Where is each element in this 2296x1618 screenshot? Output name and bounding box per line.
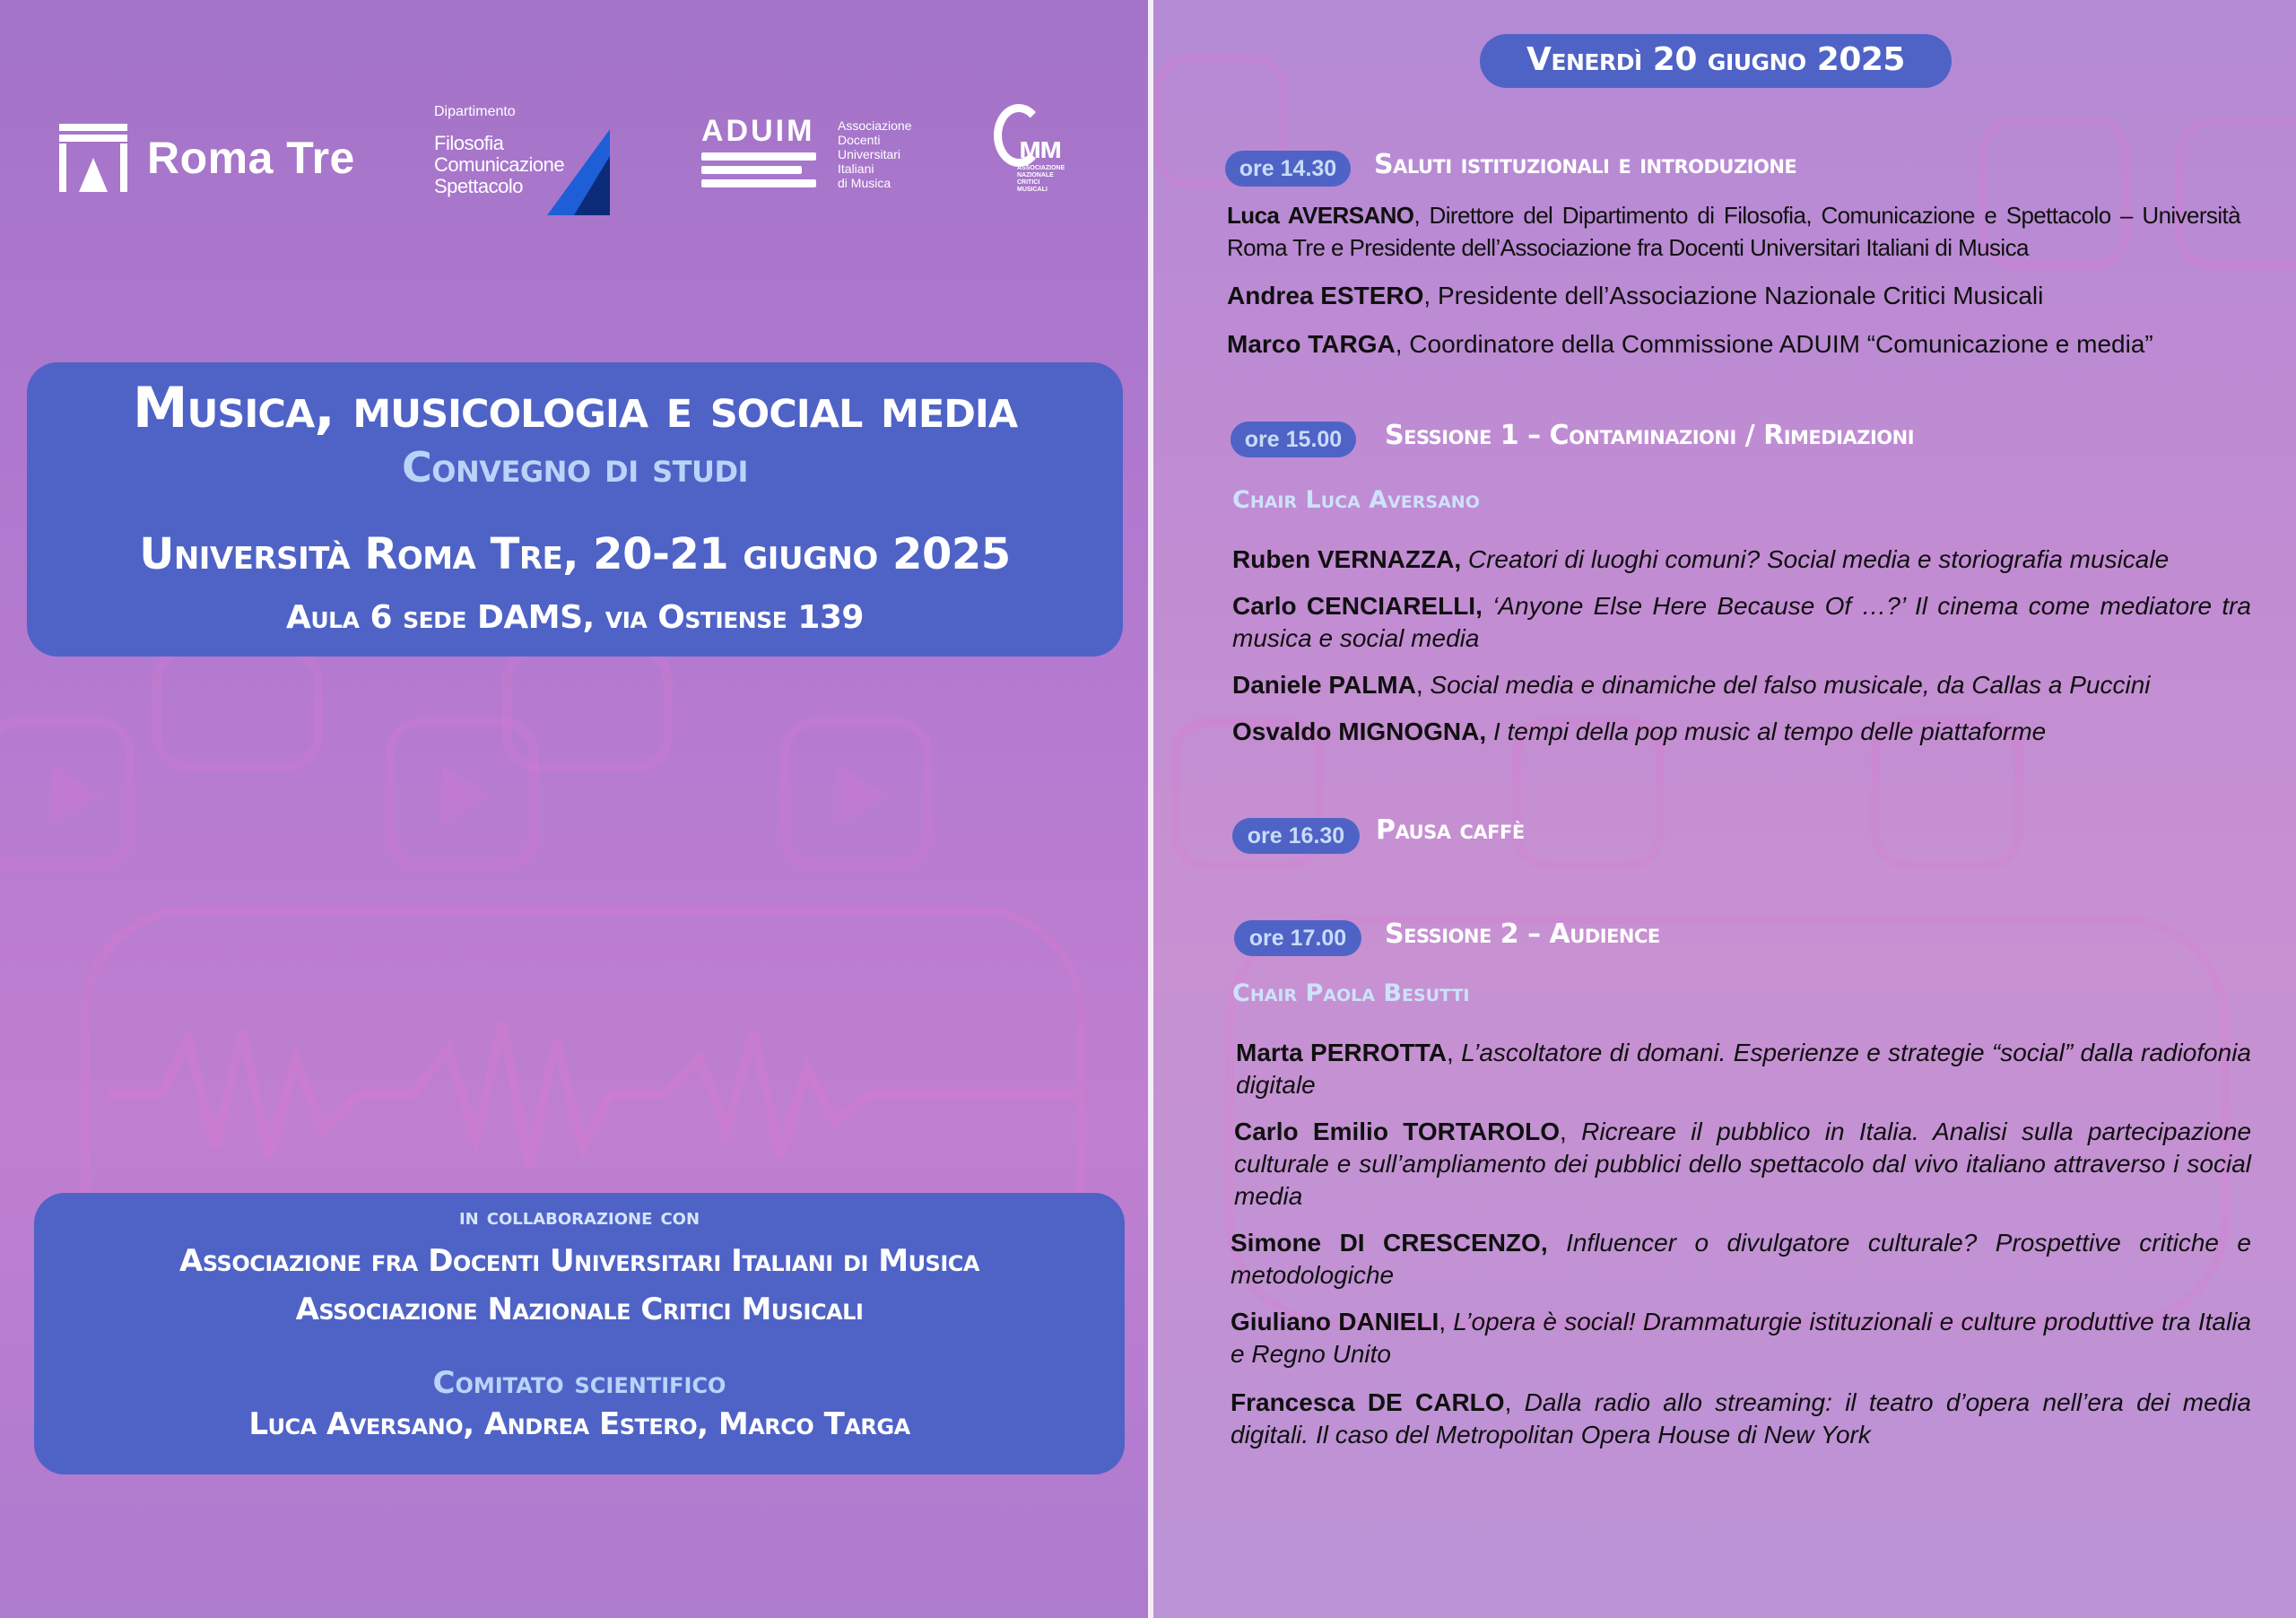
aduim-bars-icon	[701, 152, 816, 188]
collaboration-partner-aduim: Associazione fra Docenti Universitari Italiani di Musica	[179, 1243, 979, 1279]
roma-tre-logo	[59, 124, 355, 192]
list-item: Giuliano DANIELI, L’opera è social! Drammaturgie istituzionali e culture produttive tra Italia e Regno Unito	[1231, 1308, 2252, 1368]
aduim-full-name: Associazione Docenti Universitari Italiani di Musica	[838, 118, 912, 190]
list-item: Andrea ESTERO, Presidente dell’Associazione Nazionale Critici Musicali	[1227, 282, 2044, 309]
collaboration-heading: in collaborazione con	[458, 1204, 700, 1231]
aduim-wordmark: ADUIM	[701, 114, 815, 148]
title-card	[27, 362, 1123, 657]
section-title-welcome: Saluti istituzionali e introduzione	[1374, 149, 1797, 180]
session-chair: Chair Luca Aversano	[1232, 486, 1480, 514]
day-date-header: Venerdì 20 giugno 2025	[1480, 34, 1952, 88]
decorative-waveform	[108, 1005, 1076, 1184]
committee-heading: Comitato scientifico	[432, 1365, 726, 1401]
list-item: Marco TARGA, Coordinatore della Commissione ADUIM “Comunicazione e media”	[1227, 330, 2153, 358]
list-item: Osvaldo MIGNOGNA, I tempi della pop music al tempo delle piattaforme	[1232, 718, 2047, 745]
decorative-frame	[152, 646, 323, 771]
collaboration-card	[34, 1193, 1125, 1474]
list-item: Francesca DE CARLO, Dalla radio allo streaming: il teatro d’opera nell’era dei media digitali. Il caso del Metropolitan Opera House di New York	[1231, 1388, 2252, 1448]
section-title-session-1: Sessione 1 – Contaminazioni / Rimediazioni	[1385, 420, 1915, 451]
ancm-logo	[994, 104, 1083, 197]
time-badge: ore 17.00	[1234, 920, 1361, 956]
session-chair: Chair Paola Besutti	[1232, 979, 1470, 1007]
roma-tre-emblem-icon	[59, 124, 127, 192]
collaboration-partner-ancm: Associazione Nazionale Critici Musicali	[295, 1292, 864, 1327]
list-item: Simone DI CRESCENZO, Influencer o divulgatore culturale? Prospettive critiche e metodologiche	[1231, 1229, 2252, 1289]
list-item: Daniele PALMA, Social media e dinamiche del falso musicale, da Callas a Puccini	[1232, 671, 2151, 699]
time-badge: ore 14.30	[1225, 151, 1351, 187]
list-item: Ruben VERNAZZA, Creatori di luoghi comuni? Social media e storiografia musicale	[1232, 545, 2170, 573]
ancm-m-icon: ᴍᴍ	[1019, 131, 1061, 165]
decorative-play-icon	[52, 764, 100, 825]
list-item: Marta PERROTTA, L’ascoltatore di domani. Esperienze e strategie “social” dalla radiofonia digitale	[1236, 1039, 2251, 1099]
time-badge: ore 15.00	[1231, 422, 1356, 457]
list-item: Luca AVERSANO, Direttore del Dipartimento di Filosofia, Comunicazione e Spettacolo – Università Roma Tre e Presidente dell’Associazione fra Docenti Universitari Italiani di Musica	[1227, 202, 2240, 261]
conference-room: Aula 6 sede DAMS, via Ostiense 139	[286, 599, 864, 636]
dipartimento-logo	[434, 104, 613, 217]
dipartimento-name: Filosofia Comunicazione Spettacolo	[434, 132, 565, 197]
section-title-coffee-break: Pausa caffè	[1376, 814, 1525, 846]
ancm-small-text: ASSOCIAZIONE NAZIONALE CRITICI MUSICALI	[1017, 165, 1065, 193]
decorative-play-icon	[838, 764, 886, 825]
aduim-logo	[701, 115, 935, 201]
list-item: Carlo CENCIARELLI, ‘Anyone Else Here Because Of …?’ Il cinema come mediatore tra musica e social media	[1232, 592, 2252, 652]
conference-place-date: Università Roma Tre, 20-21 giugno 2025	[139, 529, 1011, 579]
roma-tre-wordmark: Roma Tre	[147, 133, 355, 183]
section-title-session-2: Sessione 2 – Audience	[1385, 918, 1660, 950]
committee-members: Luca Aversano, Andrea Estero, Marco Targa	[248, 1406, 910, 1442]
time-badge: ore 16.30	[1232, 818, 1360, 854]
dipartimento-heading: Dipartimento	[434, 104, 516, 119]
decorative-play-icon	[441, 764, 490, 825]
list-item: Carlo Emilio TORTAROLO, Ricreare il pubblico in Italia. Analisi sulla partecipazione culturale e sull’ampliamento dei pubblici dello spettacolo dal vivo italiano attraverso i social media	[1234, 1118, 2252, 1210]
conference-title: Musica, musicologia e social media	[132, 375, 1018, 440]
conference-subtitle: Convegno di studi	[402, 443, 748, 491]
